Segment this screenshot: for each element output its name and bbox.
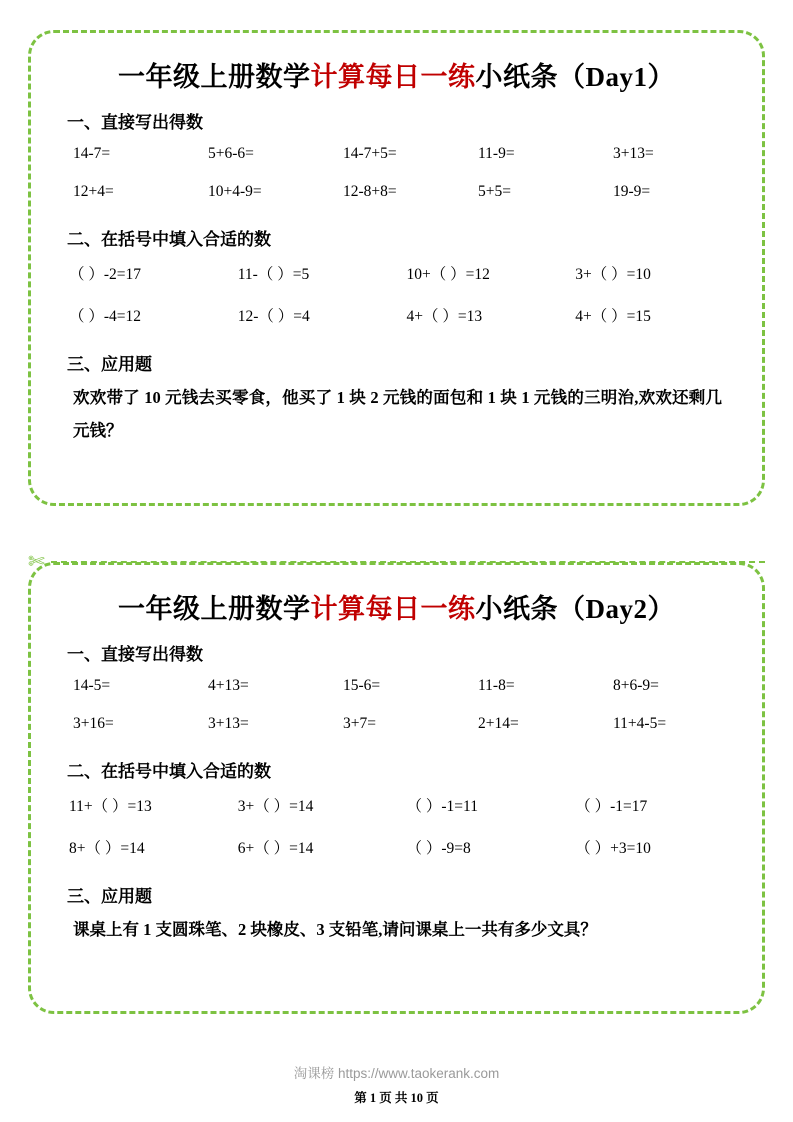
- title-highlight: 计算每日一练: [310, 594, 476, 624]
- word-problem-text: 欢欢带了 10 元钱去买零食，他买了 1 块 2 元钱的面包和 1 块 1 元钱的三明治,欢欢还剩几元钱？: [73, 388, 722, 440]
- arithmetic-row-1: [59, 135, 734, 173]
- title-highlight: 计算每日一练: [310, 62, 476, 92]
- problem-item: （ ）-9=8: [406, 840, 471, 857]
- problem-item: （ ）-2=17: [69, 266, 142, 283]
- arithmetic-row-2: [59, 705, 734, 743]
- title-prefix: 一年级上册数学: [118, 62, 311, 92]
- arithmetic-row-1: [59, 667, 734, 705]
- section-heading-1: 一、直接写出得数: [67, 645, 203, 664]
- section-heading-1: 一、直接写出得数: [67, 113, 203, 132]
- page-title-day1: [53, 55, 740, 94]
- problem-item: 10+（ ）=12: [406, 266, 490, 283]
- section-heading-2: 二、在括号中填入合适的数: [67, 762, 271, 781]
- title-prefix: 一年级上册数学: [118, 594, 311, 624]
- section-heading-2: 二、在括号中填入合适的数: [67, 230, 271, 249]
- problem-item: （ ）+3=10: [575, 840, 651, 857]
- problem-item: 11+（ ）=13: [69, 798, 152, 815]
- problem-item: 11-9=: [478, 145, 515, 162]
- problem-item: 8+（ ）=14: [69, 840, 145, 857]
- problem-item: 3+13=: [613, 145, 654, 162]
- problem-item: 8+6-9=: [613, 677, 659, 694]
- problem-item: （ ）-1=17: [575, 798, 648, 815]
- problem-item: 14-7=: [73, 145, 111, 162]
- problem-item: 11+4-5=: [613, 715, 667, 732]
- problem-item: 11-8=: [478, 677, 515, 694]
- problem-item: （ ）-1=11: [406, 798, 478, 815]
- problem-item: 10+4-9=: [208, 183, 262, 200]
- problem-item: 11-（ ）=5: [237, 266, 310, 283]
- section-heading-3: 三、应用题: [67, 887, 152, 906]
- problem-item: 5+6-6=: [208, 145, 254, 162]
- problem-item: （ ）-4=12: [69, 308, 142, 325]
- problem-item: 3+（ ）=14: [237, 798, 314, 815]
- problem-item: 6+（ ）=14: [237, 840, 314, 857]
- problem-item: 4+13=: [208, 677, 249, 694]
- problem-item: 12-（ ）=4: [237, 308, 310, 325]
- problem-item: 14-7+5=: [343, 145, 397, 162]
- problem-item: 5+5=: [478, 183, 511, 200]
- problem-item: 3+（ ）=10: [575, 266, 651, 283]
- arithmetic-row-2: [59, 173, 734, 211]
- fill-row-2: [59, 826, 734, 868]
- title-suffix: 小纸条（Day1）: [475, 62, 675, 92]
- page-number: 第 1 页 共 10 页: [354, 1091, 439, 1105]
- problem-item: 14-5=: [73, 677, 111, 694]
- problem-item: 4+（ ）=13: [406, 308, 483, 325]
- problem-item: 19-9=: [613, 183, 651, 200]
- scissors-icon: ✄: [28, 551, 45, 573]
- fill-row-2: [59, 294, 734, 336]
- problem-item: 12+4=: [73, 183, 114, 200]
- word-problem-text: 课桌上有 1 支圆珠笔、2 块橡皮、3 支铅笔,请问课桌上一共有多少文具？: [73, 920, 597, 939]
- worksheet-card-day2: [28, 562, 765, 1014]
- worksheet-card-day1: [28, 30, 765, 506]
- problem-item: 4+（ ）=15: [575, 308, 651, 325]
- title-suffix: 小纸条（Day2）: [475, 594, 675, 624]
- section-heading-3: 三、应用题: [67, 355, 152, 374]
- page-title-day2: [53, 587, 740, 626]
- problem-item: 12-8+8=: [343, 183, 397, 200]
- problem-item: 3+16=: [73, 715, 114, 732]
- problem-item: 3+13=: [208, 715, 249, 732]
- watermark: 淘课榜 https://www.taokerank.com: [293, 1066, 500, 1081]
- problem-item: 2+14=: [478, 715, 519, 732]
- problem-item: 3+7=: [343, 715, 376, 732]
- fill-row-1: [59, 784, 734, 826]
- problem-item: 15-6=: [343, 677, 381, 694]
- fill-row-1: [59, 252, 734, 294]
